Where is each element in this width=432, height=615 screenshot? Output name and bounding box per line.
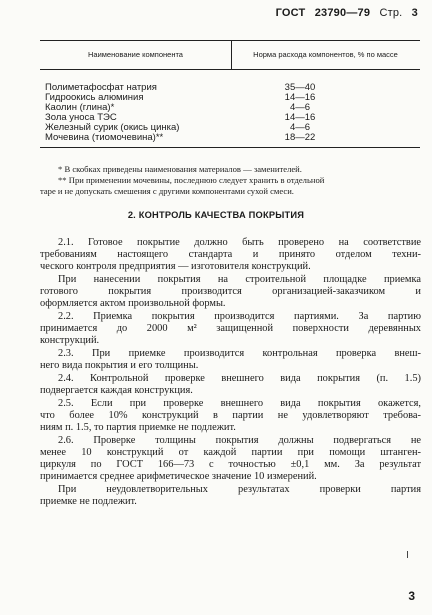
section-title: 2. КОНТРОЛЬ КАЧЕСТВА ПОКРЫТИЯ [127, 210, 305, 220]
body-line: 2.5. Если при проверке внешнего вида покрытия окажется, [58, 398, 421, 409]
table-row-value: 4—6 [289, 102, 311, 113]
footnote: ** При применении мочевины, последнюю следует хранить в отдельной [58, 175, 325, 185]
footnote: * В скобках приведены наименования материалов — заменителей. [58, 164, 302, 174]
header-page-number: 3 [411, 7, 418, 19]
body-line: приемке не подлежит. [40, 496, 137, 507]
body-line: менее 10 конструкций от каждой партии при помощи штанген- [40, 447, 421, 458]
margin-mark [407, 551, 408, 558]
table-row-name: Гидроокись алюминия [45, 92, 144, 103]
body-line: ниям п. 1.5, то партия приемке не подлежит. [40, 422, 236, 433]
body-line: принимается до 2000 м² защищенной поверхности деревянных [40, 323, 421, 334]
standard-code: 23790—79 [314, 7, 371, 19]
body-line: него вида покрытия и его толщины. [40, 360, 199, 371]
body-line: требованиям настоящего стандарта и принято отделом техни- [40, 249, 421, 260]
footnote: таре и не допускать смешения с другими компонентами сухой смеси. [40, 186, 294, 196]
body-line: готового покрытия производится организацией-заказчиком и [40, 286, 421, 297]
running-header [270, 7, 418, 19]
body-line: 2.3. При приемке производится контрольная проверка внеш- [58, 348, 421, 359]
body-line: циркуля по ГОСТ 166—73 с точностью ±0,1 мм. За результат [40, 459, 421, 470]
body-line: принимается среднее арифметическое значение 10 измерений. [40, 471, 317, 482]
standard-label: ГОСТ [275, 7, 306, 19]
table-row-value: 18—22 [284, 132, 316, 143]
table-bottom-rule [40, 147, 420, 148]
table-row-name: Каолин (глина)* [45, 102, 115, 113]
body-line: При нанесении покрытия на строительной площадке приемка [58, 274, 421, 285]
body-line: 2.4. Контрольной проверке внешнего вида покрытия (п. 1.5) [58, 373, 421, 384]
table-row-name: Полиметафосфат натрия [45, 82, 157, 93]
body-line: оформляется актом произвольной формы. [40, 298, 226, 309]
body-line: что более 10% конструкций в партии не удовлетворяют требова- [40, 410, 421, 421]
table-header-component: Наименование компонента [88, 50, 183, 59]
table-row-value: 14—16 [284, 92, 316, 103]
table-header-rate: Норма расхода компонентов, % по массе [253, 50, 398, 59]
body-line: При неудовлетворительных результатах проверки партия [58, 484, 421, 495]
body-line: 2.2. Приемка покрытия производится партиями. За партию [58, 311, 421, 322]
body-line: подвергается каждая конструкция. [40, 385, 193, 396]
body-line: 2.6. Проверке толщины покрытия должны подвергаться не [58, 435, 421, 446]
body-line: конструкций. [40, 335, 100, 346]
table-row-name: Мочевина (тиомочевина)** [45, 132, 164, 143]
table-row-value: 4—6 [289, 122, 311, 133]
table-row-value: 35—40 [284, 82, 316, 93]
page-number: 3 [408, 589, 415, 603]
table-header-rule [40, 69, 420, 70]
page-word: Стр. [379, 7, 403, 19]
body-line: ческого контроля предприятия — изготовителя конструкций. [40, 261, 311, 272]
table-row-name: Зола уноса ТЭС [45, 112, 117, 123]
table-row-name: Железный сурик (окись цинка) [45, 122, 180, 133]
table-row-value: 14—16 [284, 112, 316, 123]
body-line: 2.1. Готовое покрытие должно быть проверено на соответствие [58, 237, 421, 248]
